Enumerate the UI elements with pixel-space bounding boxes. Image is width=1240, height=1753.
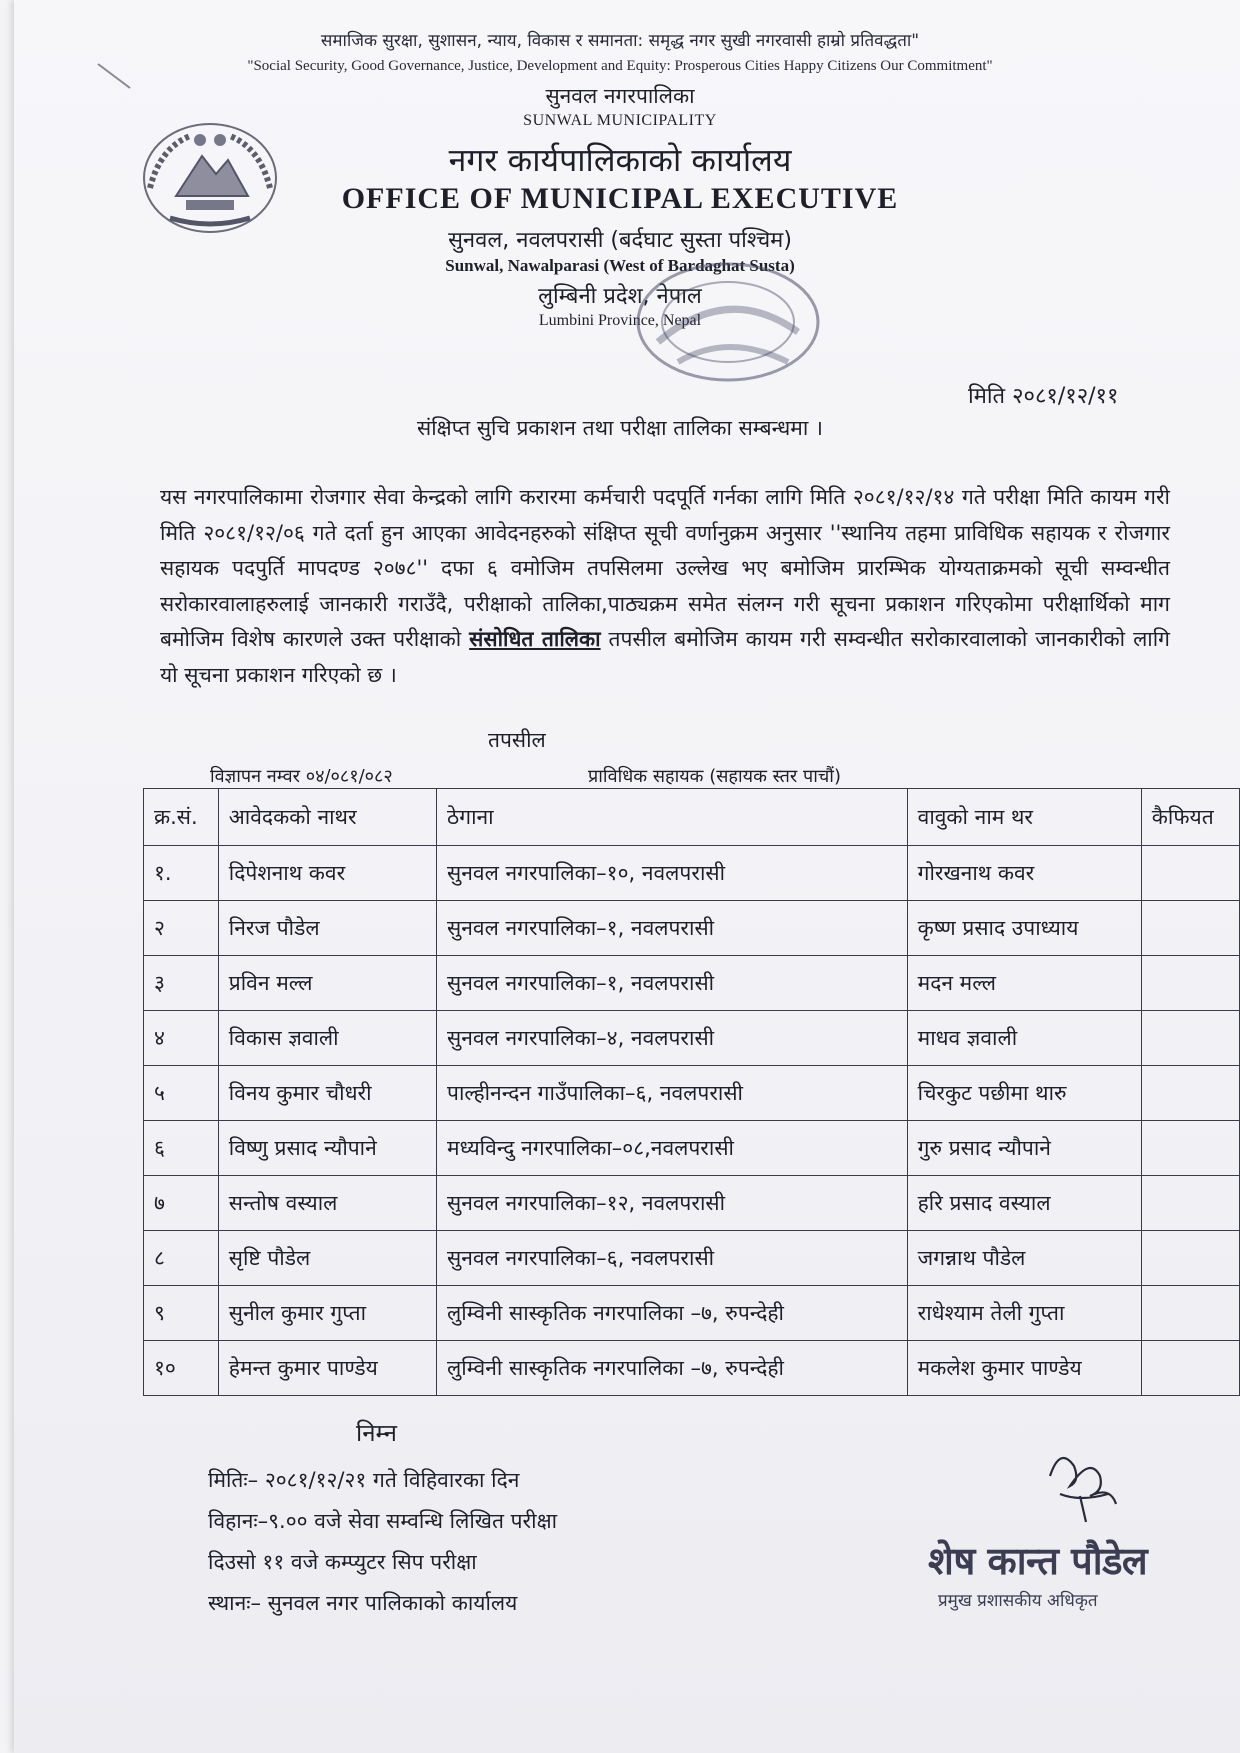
cell-sn: ६: [144, 1121, 219, 1176]
cell-address: सुनवल नगरपालिका–१, नवलपरासी: [437, 956, 908, 1011]
signatory-name: शेष कान्त पौडेल: [928, 1539, 1148, 1583]
cell-remarks: [1141, 846, 1239, 901]
cell-father-name: राधेश्याम तेली गुप्ता: [907, 1286, 1141, 1341]
cell-sn: ३: [144, 956, 219, 1011]
cell-remarks: [1141, 956, 1239, 1011]
tapsil-heading: तपसील: [488, 728, 546, 752]
post-title: प्राविधिक सहायक (सहायक स्तर पाचौं): [588, 766, 841, 787]
schedule-date: मितिः– २०८१/१२/२१ गते विहिवारका दिन: [208, 1468, 520, 1492]
cell-sn: ९: [144, 1286, 219, 1341]
cell-address: सुनवल नगरपालिका–१२, नवलपरासी: [437, 1176, 908, 1231]
cell-applicant-name: सुनील कुमार गुप्ता: [218, 1286, 436, 1341]
body-text-part1: यस नगरपालिकामा रोजगार सेवा केन्द्रको लागि करारमा कर्मचारी पदपूर्ति गर्नका लागि मिति २०८१/१२/१४ गते परीक्षा मिति कायम गरी मिति २०८१/१२/०६ गते दर्ता हुन आएका आवेदनहरुको संक्षिप्त सूची वर्णानुक्रम अनुसार ''स्थानिय तहमा प्राविधिक सहायक र रोजगार सहायक पदपुर्ति मापदण्ड २०७८'' दफा ६ वमोजिम तपसिलमा उल्लेख भए बमोजिम प्रारम्भिक योग्यताक्रमको सूची सम्वन्धीत सरोकारवालाहरुलाई जानकारी गराउँदै, परीक्षाको तालिका,पाठ्यक्रम समेत संलग्न गरी सूचना प्रकाशन गरिएकोमा परीक्षार्थिको माग बमोजिम विशेष कारणले उक्त परीक्षाको: [160, 485, 1170, 651]
cell-remarks: [1141, 1286, 1239, 1341]
municipality-name-en: SUNWAL MUNICIPALITY: [523, 112, 717, 129]
address-np: सुनवल, नवलपरासी (बर्दघाट सुस्ता पश्चिम): [448, 228, 792, 253]
cell-sn: २: [144, 901, 219, 956]
cell-sn: ८: [144, 1231, 219, 1286]
header-applicant-name: आवेदकको नाथर: [218, 789, 436, 846]
table-row: [144, 1231, 1240, 1286]
cell-address: लुम्विनी सास्कृतिक नगरपालिका –७, रुपन्देही: [437, 1341, 908, 1396]
letter-subject: संक्षिप्त सुचि प्रकाशन तथा परीक्षा तालिका सम्बन्धमा ।: [417, 416, 823, 440]
cell-sn: १.: [144, 846, 219, 901]
cell-address: सुनवल नगरपालिका–१, नवलपरासी: [437, 901, 908, 956]
signatory-title: प्रमुख प्रशासकीय अधिकृत: [938, 1591, 1098, 1611]
office-name-en: OFFICE OF MUNICIPAL EXECUTIVE: [341, 182, 899, 215]
cell-remarks: [1141, 901, 1239, 956]
schedule-venue: स्थानः– सुनवल नगर पालिकाको कार्यालय: [208, 1591, 518, 1615]
table-row: [144, 1066, 1240, 1121]
cell-remarks: [1141, 1176, 1239, 1231]
cell-sn: ५: [144, 1066, 219, 1121]
municipality-name-np: सुनवल नगरपालिका: [545, 84, 695, 108]
cell-father-name: चिरकुट पछीमा थारु: [907, 1066, 1141, 1121]
cell-father-name: गोरखनाथ कवर: [907, 846, 1141, 901]
body-emphasis: संसोधित तालिका: [469, 627, 601, 651]
cell-applicant-name: विष्णु प्रसाद न्यौपाने: [218, 1121, 436, 1176]
cell-remarks: [1141, 1066, 1239, 1121]
cell-remarks: [1141, 1121, 1239, 1176]
motto-np: समाजिक सुरक्षा, सुशासन, न्याय, विकास र समानता: समृद्ध नगर सुखी नगरवासी हाम्रो प्रतिवद्धता": [320, 31, 920, 51]
table-row: [144, 1176, 1240, 1231]
cell-address: पाल्हीनन्दन गाउँपालिका–६, नवलपरासी: [437, 1066, 908, 1121]
cell-applicant-name: निरज पौडेल: [218, 901, 436, 956]
table-row: [144, 956, 1240, 1011]
cell-applicant-name: विनय कुमार चौधरी: [218, 1066, 436, 1121]
motto-en: "Social Security, Good Governance, Justice, Development and Equity: Prosperous Cities Happy Citizens Our Commitment": [247, 58, 993, 74]
cell-address: सुनवल नगरपालिका–६, नवलपरासी: [437, 1231, 908, 1286]
table-row: [144, 1286, 1240, 1341]
table-row: [144, 1121, 1240, 1176]
office-name-np: नगर कार्यपालिकाको कार्यालय: [448, 141, 792, 179]
nimna-heading: निम्न: [356, 1419, 397, 1447]
cell-remarks: [1141, 1011, 1239, 1066]
cell-father-name: मकलेश कुमार पाण्डेय: [907, 1341, 1141, 1396]
table-row: [144, 1341, 1240, 1396]
province-en: Lumbini Province, Nepal: [538, 312, 702, 329]
province-np: लुम्बिनी प्रदेश, नेपाल: [538, 284, 702, 309]
schedule-computer-exam: दिउसो ११ वजे कम्प्युटर सिप परीक्षा: [208, 1550, 477, 1574]
cell-address: सुनवल नगरपालिका–४, नवलपरासी: [437, 1011, 908, 1066]
body-text-part2: तपसील बमोजिम कायम गरी सम्वन्धीत सरोकारवालाको जानकारीको लागि यो सूचना प्रकाशन गरिएको छ ।: [160, 627, 1171, 687]
table-header-row: [144, 789, 1240, 846]
cell-father-name: गुरु प्रसाद न्यौपाने: [907, 1121, 1141, 1176]
cell-applicant-name: सन्तोष वस्याल: [218, 1176, 436, 1231]
table-row: [144, 846, 1240, 901]
cell-applicant-name: सृष्टि पौडेल: [218, 1231, 436, 1286]
notice-body: [160, 480, 1170, 693]
cell-address: सुनवल नगरपालिका–१०, नवलपरासी: [437, 846, 908, 901]
header-address: ठेगाना: [437, 789, 908, 846]
cell-applicant-name: हेमन्त कुमार पाण्डेय: [218, 1341, 436, 1396]
cell-remarks: [1141, 1231, 1239, 1286]
cell-applicant-name: दिपेशनाथ कवर: [218, 846, 436, 901]
handwritten-signature-icon: [1030, 1436, 1130, 1526]
address-en: Sunwal, Nawalparasi (West of Bardaghat Susta): [445, 256, 795, 275]
letter-date: मिति २०८१/१२/११: [968, 384, 1119, 409]
cell-father-name: कृष्ण प्रसाद उपाध्याय: [907, 901, 1141, 956]
cell-applicant-name: विकास ज्ञवाली: [218, 1011, 436, 1066]
header-remarks: कैफियत: [1141, 789, 1239, 846]
header-sn: क्र.सं.: [144, 789, 219, 846]
advertisement-number: विज्ञापन नम्वर ०४/०८१/०८२: [210, 766, 393, 787]
cell-father-name: माधव ज्ञवाली: [907, 1011, 1141, 1066]
cell-father-name: जगन्नाथ पौडेल: [907, 1231, 1141, 1286]
cell-sn: ४: [144, 1011, 219, 1066]
header-father-name: वावुको नाम थर: [907, 789, 1141, 846]
table-row: [144, 1011, 1240, 1066]
applicant-table: [143, 788, 1240, 1396]
cell-sn: ७: [144, 1176, 219, 1231]
cell-applicant-name: प्रविन मल्ल: [218, 956, 436, 1011]
cell-father-name: हरि प्रसाद वस्याल: [907, 1176, 1141, 1231]
cell-address: लुम्विनी सास्कृतिक नगरपालिका –७, रुपन्देही: [437, 1286, 908, 1341]
schedule-written-exam: विहानः–९.०० वजे सेवा सम्वन्धि लिखित परीक्षा: [208, 1509, 558, 1533]
cell-father-name: मदन मल्ल: [907, 956, 1141, 1011]
exam-schedule: [208, 1460, 557, 1624]
table-row: [144, 901, 1240, 956]
office-seal-icon: [618, 262, 838, 392]
cell-remarks: [1141, 1341, 1239, 1396]
cell-address: मध्यविन्दु नगरपालिका–०८,नवलपरासी: [437, 1121, 908, 1176]
cell-sn: १०: [144, 1341, 219, 1396]
